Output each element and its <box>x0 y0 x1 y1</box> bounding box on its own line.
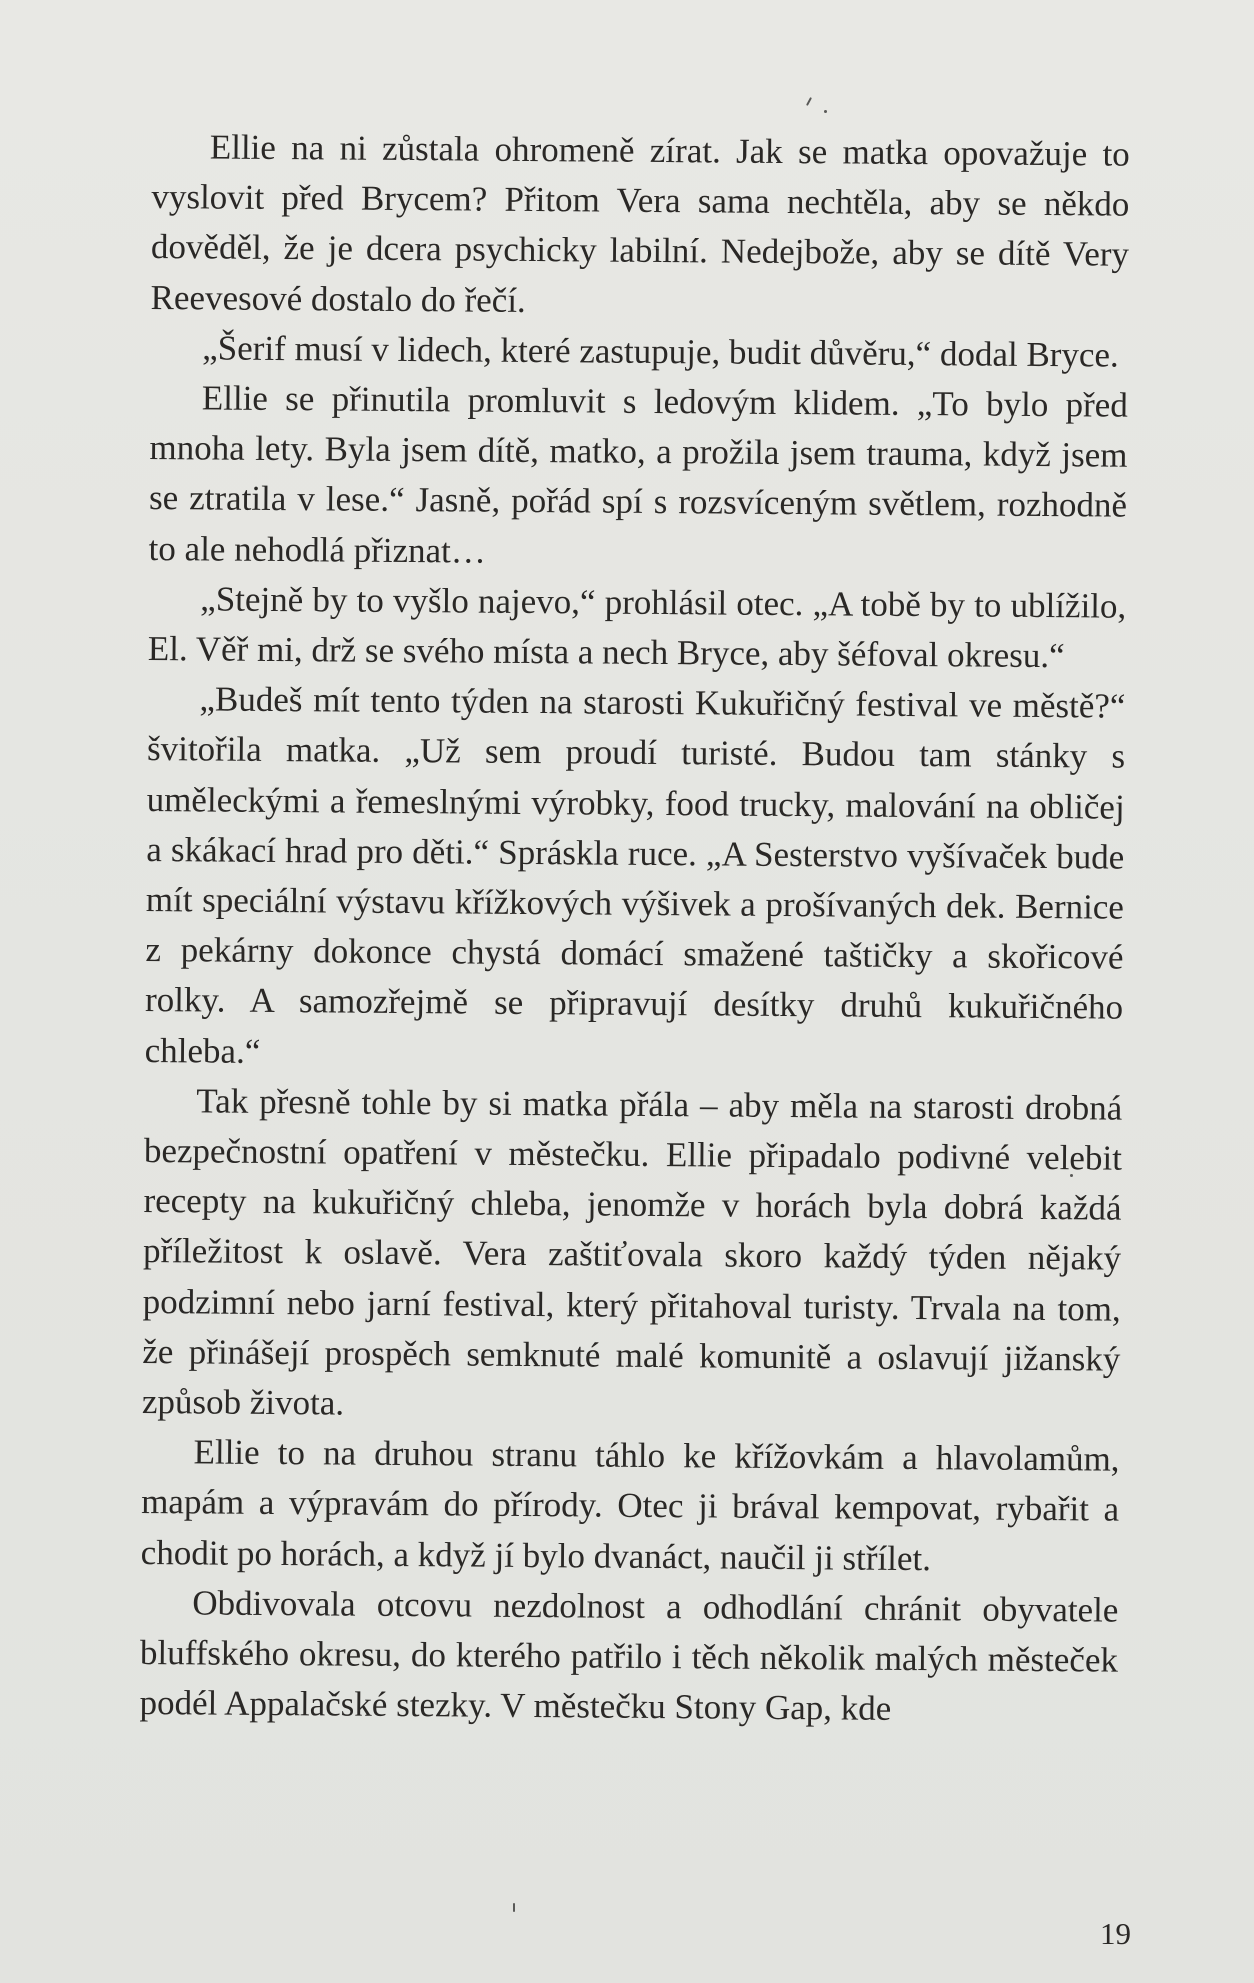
paragraph: Ellie na ni zůstala ohromeně zírat. Jak se matka opovažuje to vyslovit před Brycem? Přitom Vera sama nechtěla, aby se někdo dověděl, že je dcera psychicky labilní. Nedejbože, aby se dítě Very Reevesové dostalo do řečí. <box>150 127 1130 320</box>
paragraph: Tak přesně tohle by si matka přála – aby měla na starosti drobná bezpečnostní opatření v městečku. Ellie připadalo podivné velebit recepty na kukuřičný chleba, jenomže v horách byla dobrá každá příležitost k oslavě. Vera zaštiťovala skoro každý týden nějaký podzimní nebo jarní festival, který přitahoval turisty. Trvala na tom, že přinášejí prospěch semknuté malé komunitě a oslavují jižanský způsob života. <box>141 1081 1123 1423</box>
paragraph: „Šerif musí v lidech, které zastupuje, budit důvěru,“ dodal Bryce. <box>202 328 1119 375</box>
paragraph: „Stejně by to vyšlo najevo,“ prohlásil otec. „A tobě by to ublížilo, El. Věř mi, drž se svého místa a nech Bryce, aby šéfoval okresu.“ <box>147 579 1127 676</box>
body-text <box>139 122 1130 1736</box>
paragraph: Ellie to na druhou stranu táhlo ke křížovkám a hlavolamům, mapám a výpravám do přírody. Otec ji brával kempovat, rybařit a chodit po horách, a když jí bylo dvanáct, naučil ji střílet. <box>140 1432 1120 1578</box>
page-number: 19 <box>1100 1916 1131 1951</box>
print-speck <box>513 1903 515 1912</box>
print-speck <box>824 110 827 113</box>
print-speck <box>806 97 812 106</box>
paragraph: Obdivovala otcovu nezdolnost a odhodlání chránit obyvatele bluffského okresu, do kterého patřilo i těch několik malých městeček podél Appalačské stezky. V městečku Stony Gap, kde <box>139 1583 1119 1729</box>
paragraph: „Budeš mít tento týden na starosti Kukuřičný festival ve městě?“ švitořila matka. „Už sem proudí turisté. Budou tam stánky s uměleckými a řemeslnými výrobky, food trucky, malování na obličej a skákací hrad pro děti.“ Spráskla ruce. „A Sesterstvo vyšívaček bude mít speciální výstavu křížkových výšivek a prošívaných dek. Bernice z pekárny dokonce chystá domácí smažené taštičky a skořicové rolky. A samozřejmě se připravují desítky druhů kukuřičného chleba.“ <box>144 679 1126 1071</box>
paragraph: Ellie se přinutila promluvit s ledovým klidem. „To bylo před mnoha lety. Byla jsem dítě, matko, a prožila jsem trauma, když jsem se ztratila v lese.“ Jasně, pořád spí s rozsvíceným světlem, rozhodně to ale nehodlá přiznat… <box>148 378 1128 571</box>
